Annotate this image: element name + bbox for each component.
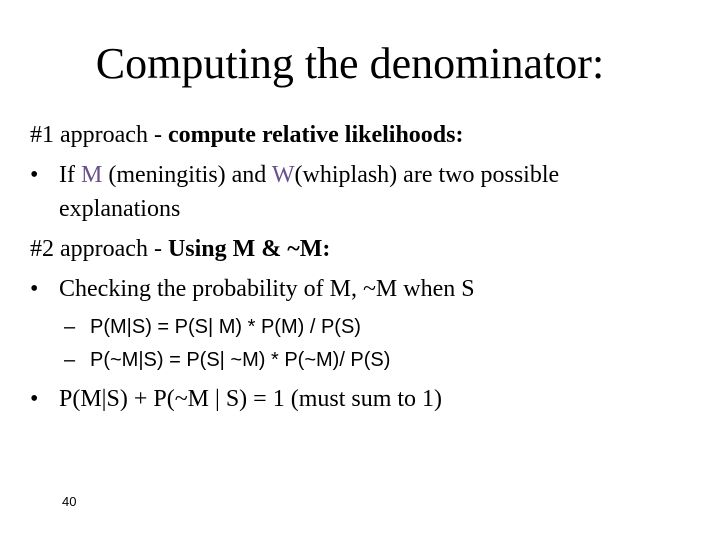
highlight-m: M: [80, 162, 103, 188]
dash-marker: –: [64, 349, 76, 371]
bullet-text: Checking the probability of M, ~M when S: [59, 276, 475, 302]
approach-2-heading: Using M & ~M:: [167, 236, 331, 262]
dash-marker: –: [64, 316, 76, 338]
bullet-marker: •: [30, 386, 39, 412]
approach-1-heading: compute relative likelihoods:: [167, 122, 464, 148]
slide-title: Computing the denominator:: [95, 39, 605, 88]
approach-1-prefix: #1 approach -: [30, 122, 168, 148]
approach-2-prefix: #2 approach -: [30, 236, 168, 262]
bullet-marker: •: [30, 276, 39, 302]
bullet-text-part: If: [59, 162, 81, 188]
bullet-item-sum: [30, 385, 710, 413]
bullet-text-part: (meningitis) and: [102, 162, 272, 188]
approach-1-line: [30, 121, 464, 149]
bullet-text: P(M|S) + P(~M | S) = 1 (must sum to 1): [59, 386, 443, 412]
page-number: 40: [62, 494, 77, 509]
sub-item-formula-not-m: [64, 348, 664, 372]
bullet-item-explanations: [30, 161, 710, 189]
formula-text: P(~M|S) = P(S| ~M) * P(~M)/ P(S): [90, 349, 391, 371]
approach-2-line: [30, 235, 330, 263]
sub-item-formula-m: [64, 315, 664, 339]
highlight-w: W: [271, 162, 295, 188]
bullet-item-checking: [30, 275, 710, 303]
bullet-text-part: (whiplash) are two possible: [294, 162, 560, 188]
bullet-text: [59, 161, 559, 189]
formula-text: P(M|S) = P(S| M) * P(M) / P(S): [90, 316, 361, 338]
bullet-marker: •: [30, 162, 39, 188]
bullet-continuation: explanations: [59, 196, 181, 222]
